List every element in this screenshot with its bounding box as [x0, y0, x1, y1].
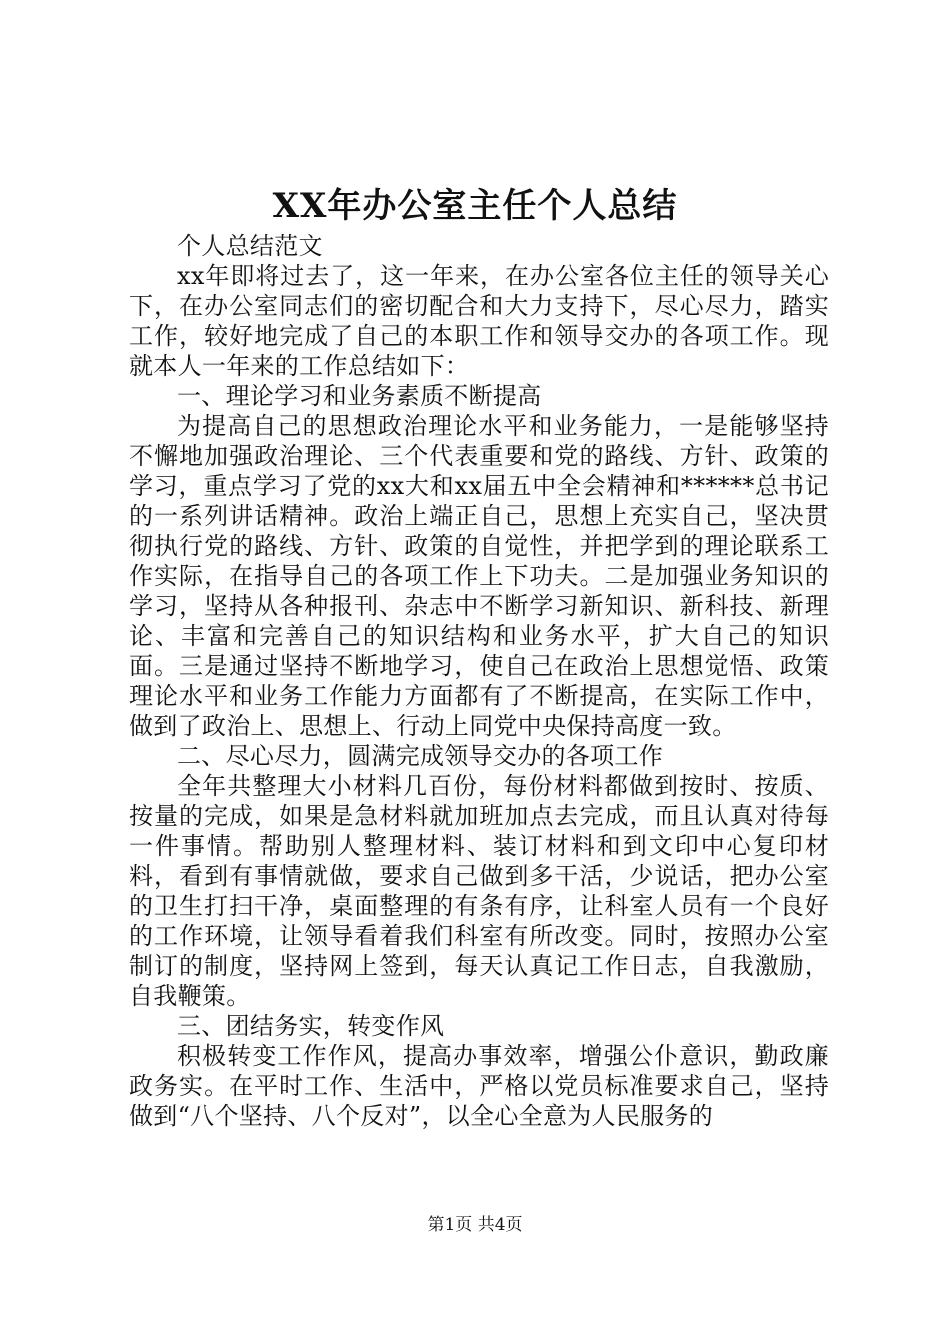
- section-body-2: 全年共整理大小材料几百份，每份材料都做到按时、按质、按量的完成，如果是急材料就加班加点去完成，而且认真对待每一件事情。帮助别人整理材料、装订材料和到文印中心复印材料，看到有事情就做，要求自己做到多干活，少说话，把办公室的卫生打扫干净，桌面整理的有条有序，让科室人员有一个良好的工作环境，让领导看着我们科室有所改变。同时，按照办公室制订的制度，坚持网上签到，每天认真记工作日志，自我激励，自我鞭策。: [129, 772, 829, 1010]
- page-number-footer: 第1页 共4页: [427, 1215, 523, 1235]
- section-heading-1: 一、理论学习和业务素质不断提高: [177, 382, 542, 410]
- section-heading-3: 三、团结务实，转变作风: [177, 1012, 445, 1040]
- paragraph-intro: xx年即将过去了，这一年来，在办公室各位主任的领导关心下，在办公室同志们的密切配合和大力支持下，尽心尽力，踏实工作，较好地完成了自己的本职工作和领导交办的各项工作。现就本人一年来的工作总结如下：: [129, 262, 829, 380]
- section-body-1: 为提高自己的思想政治理论水平和业务能力，一是能够坚持不懈地加强政治理论、三个代表重要和党的路线、方针、政策的学习，重点学习了党的xx大和xx届五中全会精神和******总书记的一系列讲话精神。政治上端正自己，思想上充实自己，坚决贯彻执行党的路线、方针、政策的自觉性，并把学到的理论联系工作实际，在指导自己的各项工作上下功夫。二是加强业务知识的学习，坚持从各种报刊、杂志中不断学习新知识、新科技、新理论、丰富和完善自己的知识结构和业务水平，扩大自己的知识面。三是通过坚持不断地学习，使自己在政治上思想觉悟、政策理论水平和业务工作能力方面都有了不断提高，在实际工作中，做到了政治上、思想上、行动上同党中央保持高度一致。: [129, 412, 829, 740]
- section-body-3: 积极转变工作作风，提高办事效率，增强公仆意识，勤政廉政务实。在平时工作、生活中，严格以党员标准要求自己，坚持做到“八个坚持、八个反对”，以全心全意为人民服务的: [129, 1042, 829, 1130]
- document-body: [129, 231, 829, 1131]
- paragraph-subtitle: 个人总结范文: [177, 232, 323, 260]
- section-heading-2: 二、尽心尽力，圆满完成领导交办的各项工作: [177, 742, 663, 770]
- document-title: XX年办公室主任个人总结: [272, 186, 678, 226]
